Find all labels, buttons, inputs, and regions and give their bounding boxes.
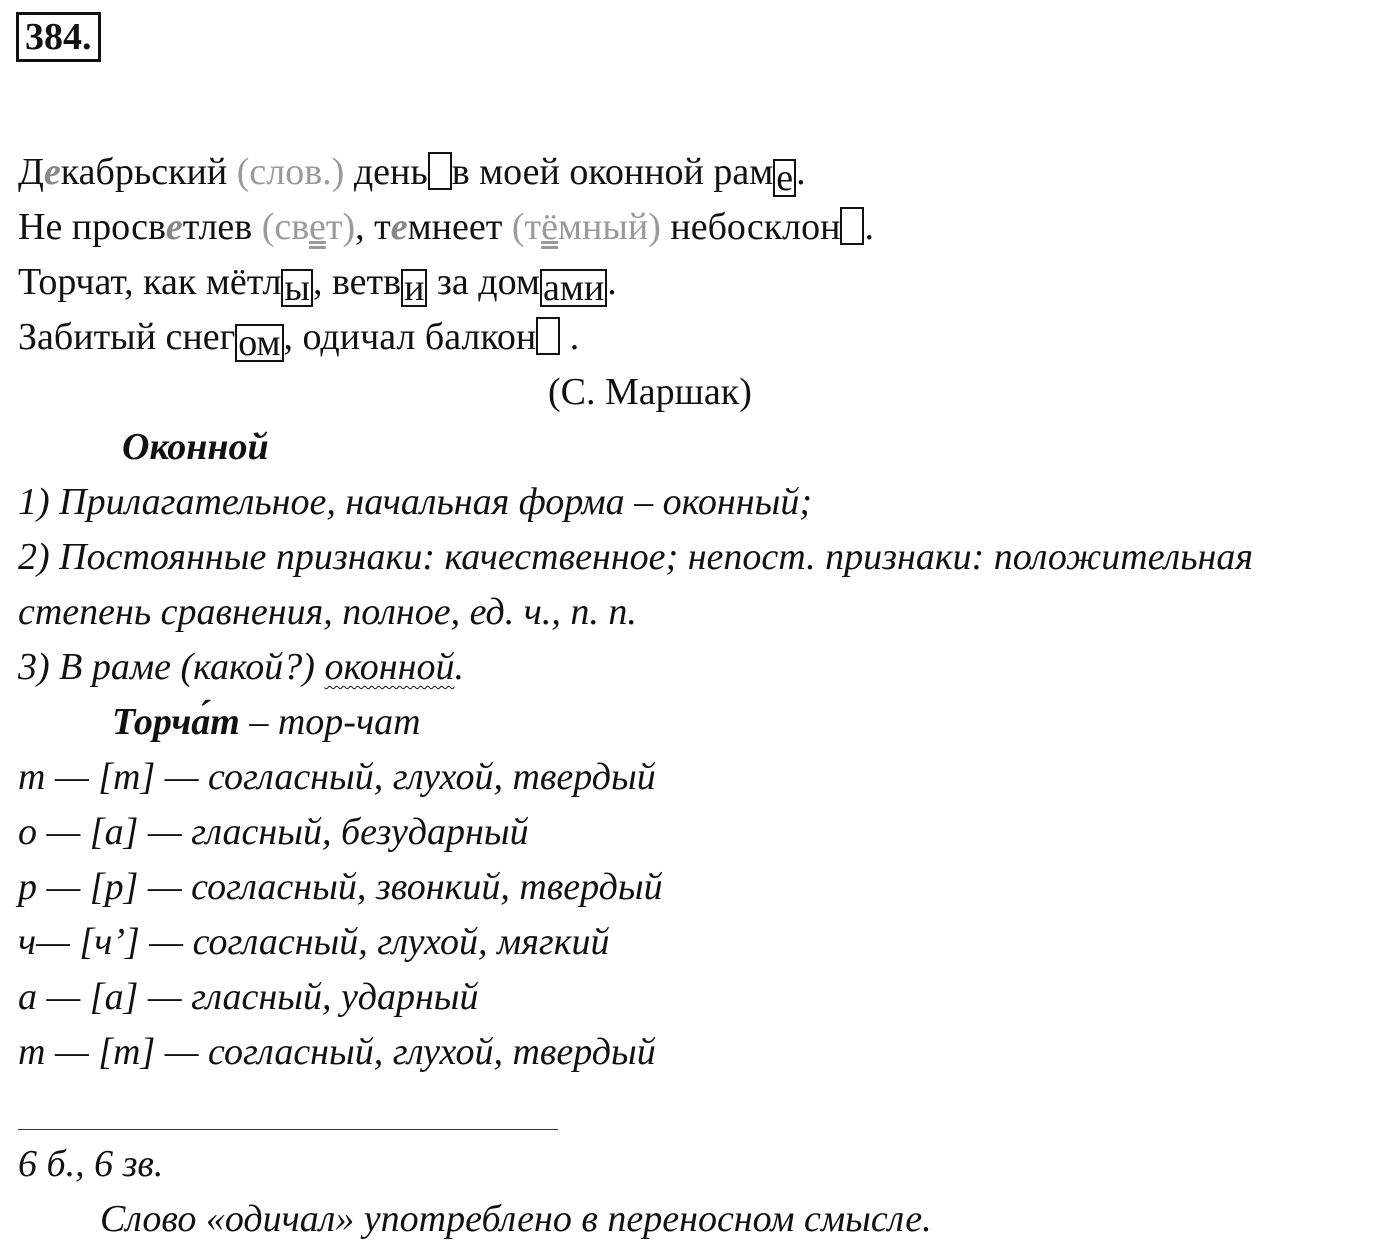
phonetic-row: р — [р] — согласный, звонкий, твердый: [18, 866, 663, 908]
footer-note: Слово «одичал» употреблено в переносном смысле.: [100, 1198, 932, 1240]
exercise-number: 384.: [16, 12, 101, 62]
text: небосклон: [670, 206, 841, 248]
analysis-heading-2: Торчат – тор-чат: [112, 701, 421, 743]
text: , одичал балкон: [283, 316, 537, 358]
text: кабрьский: [60, 151, 228, 193]
empty-ending-box: [428, 152, 452, 190]
phonetic-row: а — [а] — гласный, ударный: [18, 976, 479, 1018]
phonetic-row: т — [т] — согласный, глухой, твердый: [18, 756, 656, 798]
phonetic-row: т — [т] — согласный, глухой, твердый: [18, 1031, 656, 1073]
text: в моей оконной рам: [451, 151, 774, 193]
vowel-mark: е: [390, 206, 408, 248]
poem-author: (С. Маршак): [548, 371, 752, 413]
text: .: [560, 316, 580, 358]
text: тлев: [182, 206, 253, 248]
analysis-item-2-cont: степень сравнения, полное, ед. ч., п. п.: [18, 591, 637, 633]
analysis-item-3: 3) В раме (какой?) оконной.: [18, 646, 464, 688]
analysis-item-2: 2) Постоянные признаки: качественное; непост. признаки: положительная: [18, 536, 1254, 578]
ending-box: ом: [235, 324, 283, 362]
poem-line-3: [18, 260, 617, 309]
note: (слов.): [236, 151, 345, 193]
text: за дом: [427, 261, 540, 303]
phonetic-row: ч— [ч’] — согласный, глухой, мягкий: [18, 921, 610, 963]
analysis-item-1: 1) Прилагательное, начальная форма – оконный;: [18, 481, 813, 523]
sound-count: 6 б., 6 зв.: [18, 1143, 164, 1185]
poem-line-1: [18, 150, 806, 199]
divider: [18, 1129, 558, 1130]
ending-box: е: [773, 159, 796, 197]
text: Д: [18, 151, 44, 193]
text: .: [864, 206, 874, 248]
analysis-heading-1: Оконной: [122, 426, 269, 468]
text: , ветв: [312, 261, 402, 303]
text: .: [796, 151, 806, 193]
ending-box: ами: [540, 269, 607, 307]
empty-ending-box: [840, 207, 864, 245]
text: , т: [355, 206, 391, 248]
text: мнеет: [407, 206, 503, 248]
vowel-mark: е: [43, 151, 61, 193]
empty-ending-box: [536, 317, 560, 355]
text: .: [607, 261, 617, 303]
text: Торчат, как мётл: [18, 261, 282, 303]
text: день: [353, 151, 428, 193]
poem-line-2: [18, 205, 874, 249]
vowel-mark: е: [165, 206, 183, 248]
note: (тёмный): [511, 206, 661, 248]
note: (свет): [261, 206, 356, 248]
phonetic-row: о — [а] — гласный, безударный: [18, 811, 529, 853]
ending-box: ы: [281, 269, 313, 307]
ending-box: и: [401, 269, 427, 307]
text: Забитый снег: [18, 316, 236, 358]
poem-line-4: [18, 315, 580, 364]
text: Не просв: [18, 206, 166, 248]
